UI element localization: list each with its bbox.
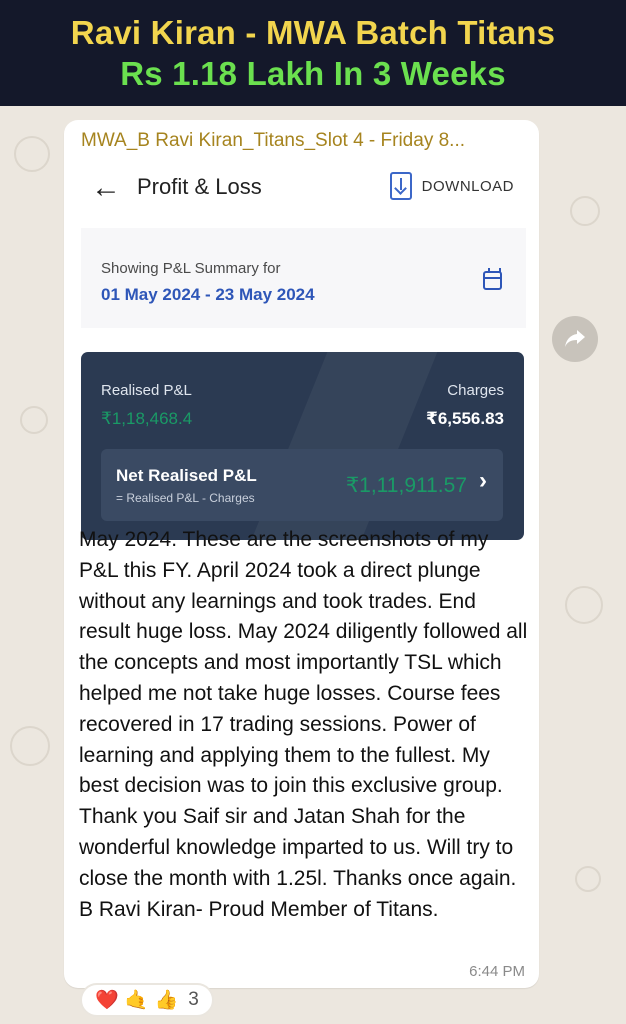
net-pnl-value: ₹1,11,911.57	[345, 474, 467, 497]
thumbs-up-reaction: 👍	[154, 990, 179, 1011]
charges-label: Charges	[447, 382, 504, 399]
download-label: DOWNLOAD	[421, 177, 514, 195]
pnl-card	[81, 352, 524, 540]
calendar-icon	[483, 271, 502, 290]
app-toolbar	[81, 160, 526, 224]
realised-pnl-label: Realised P&L	[101, 382, 192, 399]
chevron-right-icon: ›	[479, 467, 487, 494]
banner-subtitle: Rs 1.18 Lakh In 3 Weeks	[120, 55, 506, 92]
heart-reaction: ❤️	[95, 990, 119, 1011]
net-pnl-formula: = Realised P&L - Charges	[116, 491, 255, 505]
message-bubble[interactable]	[64, 120, 539, 988]
forward-button[interactable]	[552, 316, 598, 362]
date-range: 01 May 2024 - 23 May 2024	[101, 285, 315, 304]
arrow-left-icon: ←	[91, 171, 121, 204]
reaction-count: 3	[188, 989, 199, 1010]
reactions-bar[interactable]	[80, 983, 214, 1017]
net-pnl-label: Net Realised P&L	[116, 466, 257, 485]
charges-value: ₹6,556.83	[425, 409, 504, 428]
forward-icon	[563, 326, 587, 350]
download-button	[390, 166, 514, 206]
promo-banner	[0, 0, 626, 106]
message-text: May 2024. These are the screenshots of my P&L this FY. April 2024 took a direct plunge without any learnings and took trades. End result huge loss. May 2024 diligently followed all the concepts and most importantly TSL which helped me not take huge losses. Course fees recovered in 17 trading sessions. Power of learning and applying them to the fullest. My best decision was to join this exclusive group. Thank you Saif sir and Jatan Shah for the wonderful knowledge imparted to us. Will try to close the month with 1.25l. Thanks once again. B Ravi Kiran- Proud Member of Titans.	[79, 528, 528, 921]
pnl-summary-header	[81, 228, 526, 328]
net-realised-pnl-row	[101, 449, 503, 521]
summary-caption: Showing P&L Summary for	[101, 260, 281, 277]
banner-title: Ravi Kiran - MWA Batch Titans	[70, 14, 556, 51]
pnl-screenshot[interactable]	[81, 160, 526, 505]
sender-name[interactable]: MWA_B Ravi Kiran_Titans_Slot 4 - Friday 8...	[81, 130, 465, 151]
call-me-hand-reaction: 🤙	[124, 990, 149, 1011]
realised-pnl-value: ₹1,18,468.4	[101, 409, 193, 428]
download-icon	[390, 172, 412, 200]
message-timestamp: 6:44 PM	[469, 963, 525, 980]
page-title: Profit & Loss	[137, 174, 262, 199]
